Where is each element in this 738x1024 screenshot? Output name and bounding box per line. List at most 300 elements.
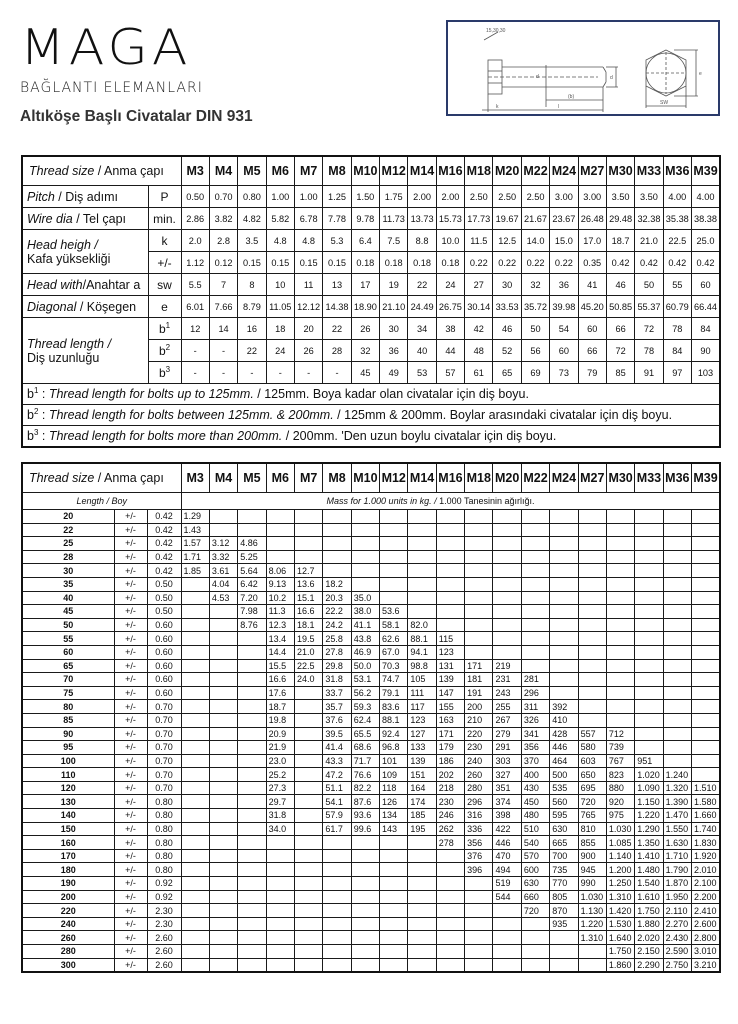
mass-value: 260 [465, 768, 493, 782]
mass-value [578, 673, 606, 687]
spec-value: 0.12 [209, 252, 237, 274]
spec-value: 24 [266, 340, 294, 362]
mass-value: 540 [521, 836, 549, 850]
mass-value [181, 795, 209, 809]
spec-value: 36 [380, 340, 408, 362]
size-header: M14 [408, 156, 436, 186]
spec-row [22, 274, 720, 296]
tolerance-value: 0.60 [147, 686, 181, 700]
tolerance-value: 0.80 [147, 809, 181, 823]
mass-value: 975 [606, 809, 634, 823]
mass-value [465, 904, 493, 918]
mass-value [550, 958, 578, 972]
mass-value: 4.86 [238, 537, 266, 551]
mass-value: 422 [493, 822, 521, 836]
size-header: M24 [550, 463, 578, 493]
mass-row [22, 822, 720, 836]
tolerance-value: 0.70 [147, 754, 181, 768]
spec-value: 26 [294, 340, 322, 362]
mass-value: 660 [521, 890, 549, 904]
spec-value: 15.73 [436, 208, 464, 230]
mass-value: 665 [550, 836, 578, 850]
mass-value: 93.6 [351, 809, 379, 823]
mass-value [578, 700, 606, 714]
mass-value [606, 550, 634, 564]
mass-value: 4.04 [209, 577, 237, 591]
tolerance-value: 0.42 [147, 564, 181, 578]
spec-value: 1.00 [294, 186, 322, 208]
mass-value [266, 877, 294, 891]
length-value: 180 [22, 863, 114, 877]
spec-value: 61 [465, 362, 493, 384]
mass-value [493, 945, 521, 959]
length-value: 20 [22, 510, 114, 524]
spec-value: 0.35 [578, 252, 606, 274]
mass-value: 2.750 [663, 958, 691, 972]
mass-value: 376 [465, 849, 493, 863]
mass-value [181, 645, 209, 659]
mass-value [181, 863, 209, 877]
mass-value: 50.0 [351, 659, 379, 673]
mass-value [663, 645, 691, 659]
spec-value: 49 [380, 362, 408, 384]
mass-value [380, 904, 408, 918]
tolerance-sign: +/- [114, 713, 147, 727]
mass-row [22, 945, 720, 959]
tolerance-value: 2.60 [147, 945, 181, 959]
mass-value: 428 [550, 727, 578, 741]
mass-value [209, 822, 237, 836]
spec-value: 4.00 [691, 186, 720, 208]
mass-value [465, 890, 493, 904]
mass-value [209, 605, 237, 619]
size-header: M30 [606, 156, 634, 186]
mass-value [550, 523, 578, 537]
spec-value: - [209, 362, 237, 384]
tolerance-sign: +/- [114, 727, 147, 741]
spec-value: 22 [238, 340, 266, 362]
tolerance-sign: +/- [114, 931, 147, 945]
mass-value [238, 754, 266, 768]
mass-value: 557 [578, 727, 606, 741]
mass-value [266, 836, 294, 850]
spec-value: 5.82 [266, 208, 294, 230]
length-value: 55 [22, 632, 114, 646]
tolerance-sign: +/- [114, 523, 147, 537]
tolerance-value: 0.50 [147, 577, 181, 591]
size-header: M36 [663, 156, 691, 186]
mass-value [181, 809, 209, 823]
mass-value [635, 632, 663, 646]
spec-value: 0.22 [493, 252, 521, 274]
spec-row [22, 208, 720, 230]
spec-value: 73 [550, 362, 578, 384]
mass-value [550, 605, 578, 619]
mass-value: 56.2 [351, 686, 379, 700]
mass-value: 240 [465, 754, 493, 768]
mass-row [22, 659, 720, 673]
mass-value: 18.2 [323, 577, 351, 591]
tolerance-sign: +/- [114, 741, 147, 755]
mass-value [436, 890, 464, 904]
mass-row [22, 890, 720, 904]
thread-length-footnote: $b^3$ : Thread length for bolts more than 200mm. / 200mm. 'Den uzun boylu civatalar için diş boyu. [22, 426, 720, 448]
length-value: 30 [22, 564, 114, 578]
mass-value: 1.390 [663, 795, 691, 809]
spec-value: 33.53 [493, 296, 521, 318]
tagline: BAĞLANTI ELEMANLARI [20, 80, 203, 96]
mass-value [351, 577, 379, 591]
mass-value: 67.0 [380, 645, 408, 659]
tolerance-value: 0.50 [147, 605, 181, 619]
mass-value: 131 [436, 659, 464, 673]
mass-value [351, 958, 379, 972]
size-header: M6 [266, 463, 294, 493]
mass-value: 630 [521, 877, 549, 891]
spec-value: 0.18 [408, 252, 436, 274]
mass-value: 278 [436, 836, 464, 850]
row-symbol: sw [148, 274, 181, 296]
mass-value [181, 686, 209, 700]
length-value: 65 [22, 659, 114, 673]
tolerance-sign: +/- [114, 877, 147, 891]
spec-value: 6.01 [181, 296, 209, 318]
tolerance-sign: +/- [114, 564, 147, 578]
mass-value: 16.6 [294, 605, 322, 619]
mass-value [493, 510, 521, 524]
mass-value [181, 931, 209, 945]
mass-value [380, 591, 408, 605]
spec-value: 66 [578, 340, 606, 362]
mass-value: 1.085 [606, 836, 634, 850]
size-header: M20 [493, 156, 521, 186]
mass-value: 580 [578, 741, 606, 755]
mass-value [294, 877, 322, 891]
mass-value: 22.2 [323, 605, 351, 619]
mass-value: 430 [521, 781, 549, 795]
mass-value: 1.240 [663, 768, 691, 782]
mass-value [294, 809, 322, 823]
mass-value [635, 713, 663, 727]
tolerance-value: 0.70 [147, 781, 181, 795]
size-header: M4 [209, 156, 237, 186]
mass-value: 296 [521, 686, 549, 700]
mass-value: 96.8 [380, 741, 408, 755]
mass-row [22, 700, 720, 714]
mass-value: 8.76 [238, 618, 266, 632]
mass-value: 1.020 [635, 768, 663, 782]
mass-value [238, 809, 266, 823]
spec-value: 4.8 [266, 230, 294, 252]
tolerance-sign: +/- [114, 904, 147, 918]
mass-value [692, 686, 721, 700]
mass-value [238, 836, 266, 850]
mass-value: 62.6 [380, 632, 408, 646]
mass-value [181, 836, 209, 850]
spec-value: 14.0 [521, 230, 549, 252]
mass-value: 171 [436, 727, 464, 741]
spec-value: 17 [351, 274, 379, 296]
spec-value: 53 [408, 362, 436, 384]
mass-value: 39.5 [323, 727, 351, 741]
row-label: Head with/Anahtar a [22, 274, 148, 296]
mass-value: 2.430 [663, 931, 691, 945]
mass-value [294, 781, 322, 795]
mass-value: 210 [465, 713, 493, 727]
mass-value [380, 849, 408, 863]
mass-row [22, 510, 720, 524]
spec-value: 69 [521, 362, 549, 384]
mass-row [22, 849, 720, 863]
mass-value [578, 564, 606, 578]
mass-value [238, 945, 266, 959]
spec-value: 40 [408, 340, 436, 362]
size-header: M33 [635, 463, 663, 493]
mass-value [323, 877, 351, 891]
mass-value: 54.1 [323, 795, 351, 809]
spec-value: 17.73 [465, 208, 493, 230]
spec-value: 0.42 [635, 252, 663, 274]
spec-value: 26.48 [578, 208, 606, 230]
mass-value [266, 917, 294, 931]
mass-value [238, 958, 266, 972]
mass-value: 147 [436, 686, 464, 700]
mass-value: 356 [465, 836, 493, 850]
mass-value [635, 605, 663, 619]
tolerance-value: 0.80 [147, 863, 181, 877]
mass-value [635, 577, 663, 591]
spec-value: 28 [323, 340, 351, 362]
length-value: 85 [22, 713, 114, 727]
svg-text:d: d [610, 75, 613, 81]
mass-value: 41.4 [323, 741, 351, 755]
length-value: 22 [22, 523, 114, 537]
mass-value: 31.8 [323, 673, 351, 687]
mass-value [550, 510, 578, 524]
mass-value [408, 510, 436, 524]
mass-value [209, 958, 237, 972]
spec-value: 23.67 [550, 208, 578, 230]
spec-value: 0.18 [351, 252, 379, 274]
size-header: M8 [323, 463, 351, 493]
size-header: M7 [294, 463, 322, 493]
mass-row [22, 768, 720, 782]
mass-value [294, 863, 322, 877]
spec-value: 25.0 [691, 230, 720, 252]
spec-value: 7.5 [380, 230, 408, 252]
spec-value: 78 [663, 318, 691, 340]
mass-row [22, 645, 720, 659]
mass-value [294, 700, 322, 714]
mass-value [408, 877, 436, 891]
spec-value: 0.15 [294, 252, 322, 274]
mass-value: 281 [521, 673, 549, 687]
mass-value: 200 [465, 700, 493, 714]
mass-value [294, 727, 322, 741]
mass-value: 65.5 [351, 727, 379, 741]
mass-value [550, 564, 578, 578]
mass-value [294, 822, 322, 836]
mass-value: 25.8 [323, 632, 351, 646]
mass-value [578, 523, 606, 537]
mass-value [408, 523, 436, 537]
spec-value: 60 [578, 318, 606, 340]
spec-value: 56 [521, 340, 549, 362]
mass-value: 143 [380, 822, 408, 836]
mass-value [465, 605, 493, 619]
size-header: M39 [692, 463, 721, 493]
mass-value [209, 917, 237, 931]
tolerance-value: 2.30 [147, 904, 181, 918]
mass-value: 2.200 [692, 890, 721, 904]
mass-value [692, 605, 721, 619]
length-value: 70 [22, 673, 114, 687]
mass-value [493, 632, 521, 646]
tolerance-value: 2.60 [147, 931, 181, 945]
mass-value [606, 618, 634, 632]
row-label: Head heigh / Kafa yüksekliği [22, 230, 148, 274]
spec-header-row [22, 156, 720, 186]
mass-value [550, 632, 578, 646]
spec-value: 32.38 [635, 208, 663, 230]
mass-value [323, 958, 351, 972]
mass-value [635, 673, 663, 687]
mass-value [465, 917, 493, 931]
mass-value: 17.6 [266, 686, 294, 700]
mass-value [635, 727, 663, 741]
spec-value: 13.73 [408, 208, 436, 230]
mass-value [181, 700, 209, 714]
spec-value: 0.15 [238, 252, 266, 274]
mass-row [22, 863, 720, 877]
mass-value [380, 577, 408, 591]
mass-value [351, 945, 379, 959]
mass-value [493, 645, 521, 659]
mass-value [692, 550, 721, 564]
mass-value [493, 618, 521, 632]
mass-value: 98.8 [408, 659, 436, 673]
mass-value: 1.830 [692, 836, 721, 850]
mass-value [323, 523, 351, 537]
mass-value [436, 618, 464, 632]
mass-value [663, 564, 691, 578]
mass-value: 61.7 [323, 822, 351, 836]
mass-value [635, 550, 663, 564]
mass-value: 8.06 [266, 564, 294, 578]
spec-value: 10.0 [436, 230, 464, 252]
mass-value: 82.2 [351, 781, 379, 795]
mass-value [578, 632, 606, 646]
mass-value [550, 659, 578, 673]
mass-value: 34.0 [266, 822, 294, 836]
tolerance-value: 0.42 [147, 523, 181, 537]
mass-value [238, 781, 266, 795]
mass-value: 398 [493, 809, 521, 823]
mass-value [550, 931, 578, 945]
mass-value [238, 822, 266, 836]
spec-value: 2.50 [493, 186, 521, 208]
length-value: 40 [22, 591, 114, 605]
mass-value [294, 510, 322, 524]
mass-value: 53.6 [380, 605, 408, 619]
mass-value: 3.010 [692, 945, 721, 959]
mass-row [22, 931, 720, 945]
mass-value [550, 945, 578, 959]
mass-value: 519 [493, 877, 521, 891]
length-value: 60 [22, 645, 114, 659]
mass-value: 76.6 [351, 768, 379, 782]
spec-value: 60 [550, 340, 578, 362]
svg-text:k: k [496, 104, 499, 110]
mass-value [663, 673, 691, 687]
tolerance-value: 0.92 [147, 890, 181, 904]
spec-value: 97 [663, 362, 691, 384]
mass-value: 267 [493, 713, 521, 727]
spec-value: 2.0 [181, 230, 209, 252]
mass-value: 1.640 [606, 931, 634, 945]
mass-value [663, 713, 691, 727]
row-symbol: $b^1$ [148, 318, 181, 340]
mass-value [635, 741, 663, 755]
tolerance-sign: +/- [114, 686, 147, 700]
mass-value [550, 591, 578, 605]
spec-value: 16 [238, 318, 266, 340]
row-symbol: +/- [148, 252, 181, 274]
mass-value: 326 [521, 713, 549, 727]
mass-value [692, 510, 721, 524]
mass-value [323, 564, 351, 578]
spec-value: 2.50 [521, 186, 549, 208]
spec-value: 2.50 [465, 186, 493, 208]
spec-value: 3.82 [209, 208, 237, 230]
mass-value [380, 537, 408, 551]
mass-value [266, 931, 294, 945]
spec-value: 48 [465, 340, 493, 362]
size-header: M24 [550, 156, 578, 186]
mass-value [294, 768, 322, 782]
spec-value: 11.5 [465, 230, 493, 252]
mass-value [181, 849, 209, 863]
mass-value [521, 618, 549, 632]
brand [20, 19, 203, 96]
spec-value: 45.20 [578, 296, 606, 318]
tolerance-value: 0.70 [147, 713, 181, 727]
mass-value [692, 537, 721, 551]
mass-value [351, 931, 379, 945]
spec-value: 21.10 [380, 296, 408, 318]
mass-value [465, 577, 493, 591]
spec-value: - [266, 362, 294, 384]
tolerance-value: 0.60 [147, 632, 181, 646]
mass-value: 2.150 [635, 945, 663, 959]
row-symbol: min. [148, 208, 181, 230]
mass-value [408, 849, 436, 863]
mass-value: 870 [550, 904, 578, 918]
mass-value [294, 958, 322, 972]
mass-value [436, 510, 464, 524]
mass-value: 12.7 [294, 564, 322, 578]
tolerance-value: 0.42 [147, 537, 181, 551]
mass-value: 94.1 [408, 645, 436, 659]
mass-row [22, 836, 720, 850]
size-header: M16 [436, 156, 464, 186]
mass-value [692, 768, 721, 782]
spec-value: 7 [209, 274, 237, 296]
mass-value [436, 849, 464, 863]
mass-value: 7.98 [238, 605, 266, 619]
mass-row [22, 877, 720, 891]
size-header: M10 [351, 463, 379, 493]
